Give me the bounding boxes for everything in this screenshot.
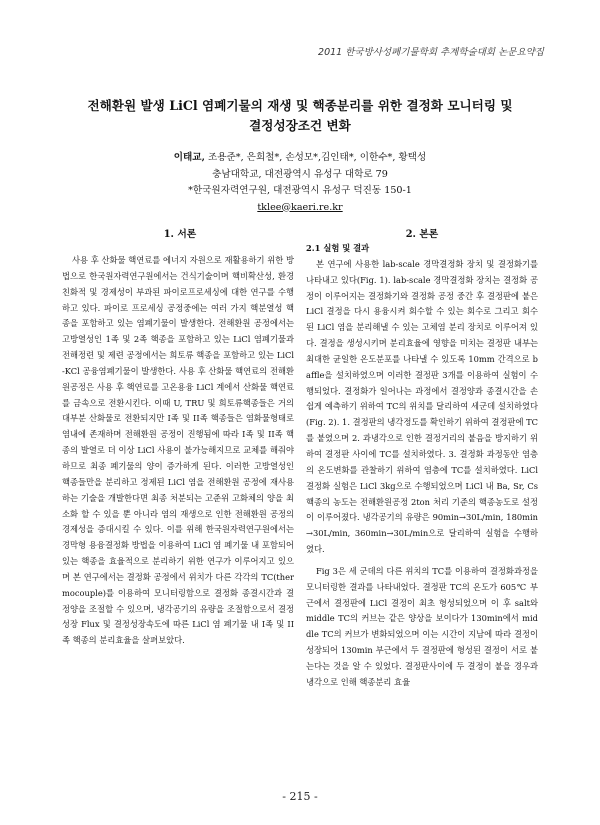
author-email[interactable]: tklee@kaeri.re.kr (257, 201, 343, 213)
lead-author: 이태교, (173, 152, 205, 163)
paper-title (60, 96, 540, 136)
left-column (62, 253, 294, 649)
section-title-intro: 1. 서론 (163, 229, 197, 240)
intro-paragraph: 사용 후 산화물 핵연료를 에너지 자원으로 재활용하기 위한 방법으로 한국원자력연구원에서는 건식기술이며 핵비확산성, 환경친화적 및 경제성이 부과된 파이로프로세싱에 대한 연구를 수행하고 있다. 파이로 프로세싱 공정중에는 여러 가지 핵분열성 핵종을 포함하고 있는 염폐기물이 발생한다. 전해환원 공정에서는 고방열성인 1족 및 2족 핵종을 포함하고 있는 LiCl 염폐기물과 전해정련 및 제련 공정에서는 희토류 핵종을 포함하고 있는 LiCl-KCl 공융염폐기물이 발생한다. 사용 후 산화물 핵연료의 전해환원공정은 사용 후 핵연료를 고온용융 LiCl 계에서 산화물 핵연료를 금속으로 전환시킨다. 이때 U, TRU 및 희토류핵종들은 거의 대부분 산화물로 전환되지만 I족 및 II족 핵종들은 염화물형태로 염내에 존재하며 전해환원 공정이 진행됨에 따라 I족 및 II족 핵종의 발열로 더 이상 LiCl 사용이 불가능해지므로 교체를 해줘야 하므로 최종 폐기물의 양이 증가하게 된다. 이러한 고방열성인 핵종들만을 분리하고 정제된 LiCl 염을 전해환원 공정에 재사용하는 기술을 개발한다면 최종 처분되는 고준위 고화체의 양을 최소화 할 수 있을 뿐 아니라 염의 재생으로 인한 전해환원 공정의 경제성을 증대시킬 수 있다. 이를 위해 한국원자력연구원에서는 경막형 용융결정화 방법을 이용하여 LiCl 염 폐기물 내 포함되어 있는 핵종을 효율적으로 분리하기 위한 연구가 이루어지고 있으며 본 연구에서는 결정화 공정에서 위치가 다른 각각의 TC(thermocouple)를 이용하여 모니터링함으로 결정화 종결시간과 결정양을 조절할 수 있으며, 냉각공기의 유량을 조절함으로서 결정성장 Flux 및 결정성장속도에 따른 LiCl 염 폐기물 내 I족 및 II족 핵종의 분리효율을 살펴보았다. (62, 255, 294, 646)
body-paragraph-2: Fig 3은 세 군데의 다른 위치의 TC를 이용하여 결정화과정을 모니터링한 결과를 나타내었다. 결정판 TC의 온도가 605℃ 부근에서 결정판에 LiCl 결정이 최초 형성되었으며 이 후 salt와 middle TC의 커브는 같은 양상을 보이다가 130min에서 middle TC의 커브가 변화되었으며 이는 시간이 지남에 따라 결정이 성장되어 130min 부근에서 두 결정판에 형성된 결정이 서로 붙는다는 것을 알 수 있었다. 결정판사이에 두 결정이 붙을 경우과냉각으로 인해 핵종분리 효율 (306, 565, 538, 687)
author-names (60, 150, 540, 167)
co-authors: 조용준*, 은희철*, 손성모*,김인태*, 이한수*, 황택성 (204, 152, 427, 163)
body-paragraph-1: 본 연구에 사용한 lab-scale 경막결정화 장치 및 결정화기를 나타내고 있다(Fig. 1). lab-scale 경막결정화 장치는 결정화 공정이 이루어지는 결정화기와 결정화 공정 중간 후 결정판에 붙은 LiCl 결정을 다시 용융시켜 회수할 수 있는 회수로 그리고 회수된 LiCl 염을 분리해낼 수 있는 고체염 분리 장치로 이루어져 있다. 결정을 생성시키며 분리효율에 영향을 미치는 결정판 내부는 최대한 균일한 온도분포를 나타낼 수 있도록 10mm 간격으로 baffle을 설치하였으며 이러한 결정판 3개를 이용하여 실험이 수행되었다. 결정화가 일어나는 과정에서 결정양과 종결시간을 손쉽게 예측하기 위하여 TC의 위치를 달리하여 세군데 설치하였다(Fig. 2). 1. 결정판의 냉각정도를 확인하기 위하여 결정판에 TC를 붙였으며 2. 과냉각으로 인한 결정거리의 붙음을 방지하기 위하여 결정판 사이에 TC를 설치하였다. 3. 결정화 과정동안 염층의 온도변화를 관찰하기 위하여 염층에 TC를 설치하였다. LiCl 결정화 실험은 LiCl 3kg으로 수행되었으며 LiCl 내 Ba, Sr, Cs 핵종의 농도는 전해환원공정 2ton 처리 기준의 핵종농도로 설정이 이루어졌다. 냉각공기의 유량은 90min→30L/min, 180min→30L/min, 360min→30L/min으로 달리하여 실험을 수행하였다. (306, 258, 538, 555)
page-number: - 215 - (282, 790, 318, 803)
affiliation-2: *한국원자력연구원, 대전광역시 유성구 덕진동 150-1 (188, 185, 412, 196)
subsection-title: 2.1 실험 및 결과 (306, 243, 370, 253)
author-block (60, 150, 540, 216)
title-line-2: 결정성장조건 변화 (249, 118, 351, 133)
running-header: 2011 한국방사성폐기물학회 추계학술대회 논문요약집 (318, 47, 544, 58)
affiliation-1: 충남대학교, 대전광역시 유성구 대학로 79 (212, 168, 388, 180)
title-line-1: 전해환원 발생 LiCl 염폐기물의 재생 및 핵종분리를 위한 결정화 모니터링 및 (87, 98, 513, 113)
section-title-body: 2. 본론 (405, 229, 439, 240)
right-column (306, 241, 538, 691)
